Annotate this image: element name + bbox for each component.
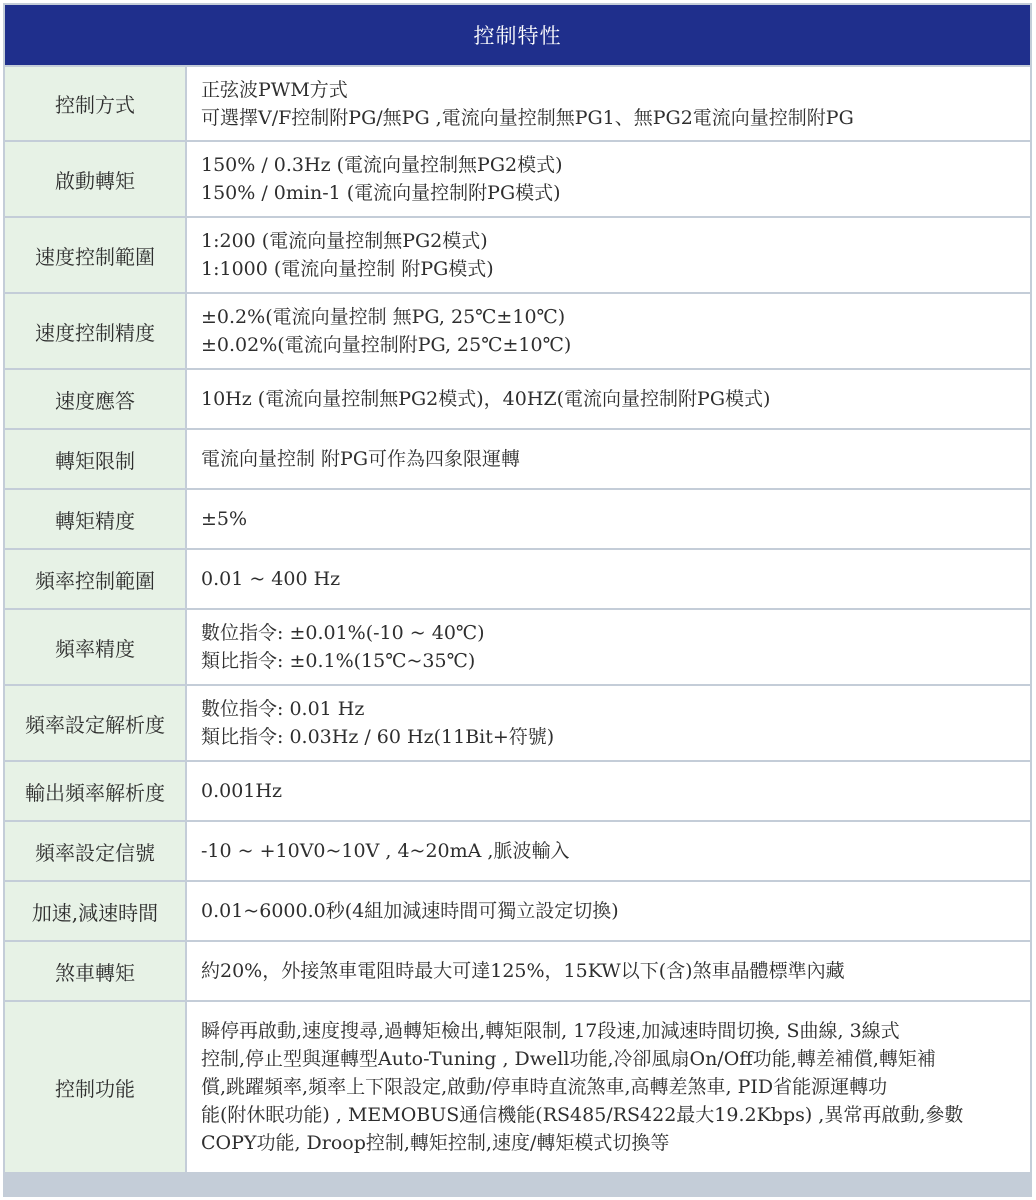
- table-row: [5, 218, 1030, 292]
- row-label: 頻率控制範圍: [5, 550, 185, 608]
- row-label: 頻率精度: [5, 610, 185, 684]
- value-line: 1:1000 (電流向量控制 附PG模式): [201, 258, 494, 280]
- value-line: 瞬停再啟動,速度搜尋,過轉矩檢出,轉矩限制, 17段速,加減速時間切換, S曲線, 3線式: [201, 1020, 900, 1042]
- row-value: [187, 430, 1030, 488]
- value-line: 0.001Hz: [201, 780, 282, 802]
- value-line: 類比指令: 0.03Hz / 60 Hz(11Bit+符號): [201, 726, 555, 748]
- row-label: 轉矩精度: [5, 490, 185, 548]
- value-line: 償,跳躍頻率,頻率上下限設定,啟動/停車時直流煞車,高轉差煞車, PID省能源運轉功: [201, 1076, 888, 1098]
- table-row: [5, 610, 1030, 684]
- value-line: 數位指令: 0.01 Hz: [201, 698, 365, 720]
- value-line: ±0.2%(電流向量控制 無PG, 25℃±10℃): [201, 306, 566, 328]
- table-row: [5, 822, 1030, 880]
- row-value: [187, 294, 1030, 368]
- value-line: 1:200 (電流向量控制無PG2模式): [201, 230, 488, 252]
- value-line: 150% / 0.3Hz (電流向量控制無PG2模式): [201, 154, 563, 176]
- row-value: [187, 610, 1030, 684]
- row-value: [187, 882, 1030, 940]
- row-value: [187, 1002, 1030, 1172]
- row-label: 速度控制範圍: [5, 218, 185, 292]
- value-line: 類比指令: ±0.1%(15℃~35℃): [201, 650, 476, 672]
- table-row: [5, 1002, 1030, 1172]
- table-row: [5, 490, 1030, 548]
- value-line: 10Hz (電流向量控制無PG2模式)，40HZ(電流向量控制附PG模式): [201, 388, 771, 410]
- value-line: 能(附休眠功能) , MEMOBUS通信機能(RS485/RS422最大19.2Kbps) ,異常再啟動,參數: [201, 1104, 964, 1126]
- value-line: ±0.02%(電流向量控制附PG, 25℃±10℃): [201, 334, 572, 356]
- table-row: [5, 370, 1030, 428]
- value-line: 可選擇V/F控制附PG/無PG ,電流向量控制無PG1、無PG2電流向量控制附PG: [201, 106, 854, 129]
- row-value: [187, 218, 1030, 292]
- value-line: -10 ~ +10V0~10V , 4~20mA ,脈波輸入: [201, 840, 570, 862]
- value-line: COPY功能, Droop控制,轉矩控制,速度/轉矩模式切換等: [201, 1132, 670, 1154]
- row-label: 煞車轉矩: [5, 942, 185, 1000]
- value-line: ±5%: [201, 508, 248, 530]
- value-line: 數位指令: ±0.01%(-10 ~ 40℃): [201, 622, 485, 644]
- row-label: 頻率設定解析度: [5, 686, 185, 760]
- value-line: 正弦波PWM方式: [201, 78, 348, 101]
- table-body: [5, 67, 1030, 1195]
- table-row: [5, 294, 1030, 368]
- table-row: [5, 67, 1030, 140]
- row-value: [187, 762, 1030, 820]
- row-label: 頻率設定信號: [5, 822, 185, 880]
- value-line: 0.01~6000.0秒(4組加減速時間可獨立設定切換): [201, 900, 619, 922]
- row-value: [187, 67, 1030, 140]
- row-label: 輸出頻率解析度: [5, 762, 185, 820]
- row-label: 轉矩限制: [5, 430, 185, 488]
- row-label: 速度控制精度: [5, 294, 185, 368]
- table-row: [5, 142, 1030, 216]
- table-row: [5, 550, 1030, 608]
- value-line: 150% / 0min-1 (電流向量控制附PG模式): [201, 182, 561, 204]
- row-value: [187, 686, 1030, 760]
- row-label: 啟動轉矩: [5, 142, 185, 216]
- value-line: 0.01 ~ 400 Hz: [201, 568, 341, 590]
- row-label: 加速,減速時間: [5, 882, 185, 940]
- value-line: 約20%，外接煞車電阻時最大可達125%，15KW以下(含)煞車晶體標準內藏: [201, 960, 845, 982]
- row-label: 控制功能: [5, 1002, 185, 1172]
- value-line: 電流向量控制 附PG可作為四象限運轉: [201, 448, 521, 470]
- table-row: [5, 762, 1030, 820]
- row-label: 控制方式: [5, 67, 185, 140]
- spec-table: [3, 3, 1032, 1197]
- row-value: [187, 142, 1030, 216]
- table-row: [5, 686, 1030, 760]
- row-value: [187, 490, 1030, 548]
- table-row: [5, 942, 1030, 1000]
- table-title: 控制特性: [5, 5, 1030, 67]
- row-value: [187, 942, 1030, 1000]
- row-value: [187, 370, 1030, 428]
- row-label: 速度應答: [5, 370, 185, 428]
- value-line: 控制,停止型與運轉型Auto-Tuning , Dwell功能,冷卻風扇On/Off功能,轉差補償,轉矩補: [201, 1048, 936, 1070]
- table-row: [5, 430, 1030, 488]
- row-value: [187, 550, 1030, 608]
- row-value: [187, 822, 1030, 880]
- table-row: [5, 882, 1030, 940]
